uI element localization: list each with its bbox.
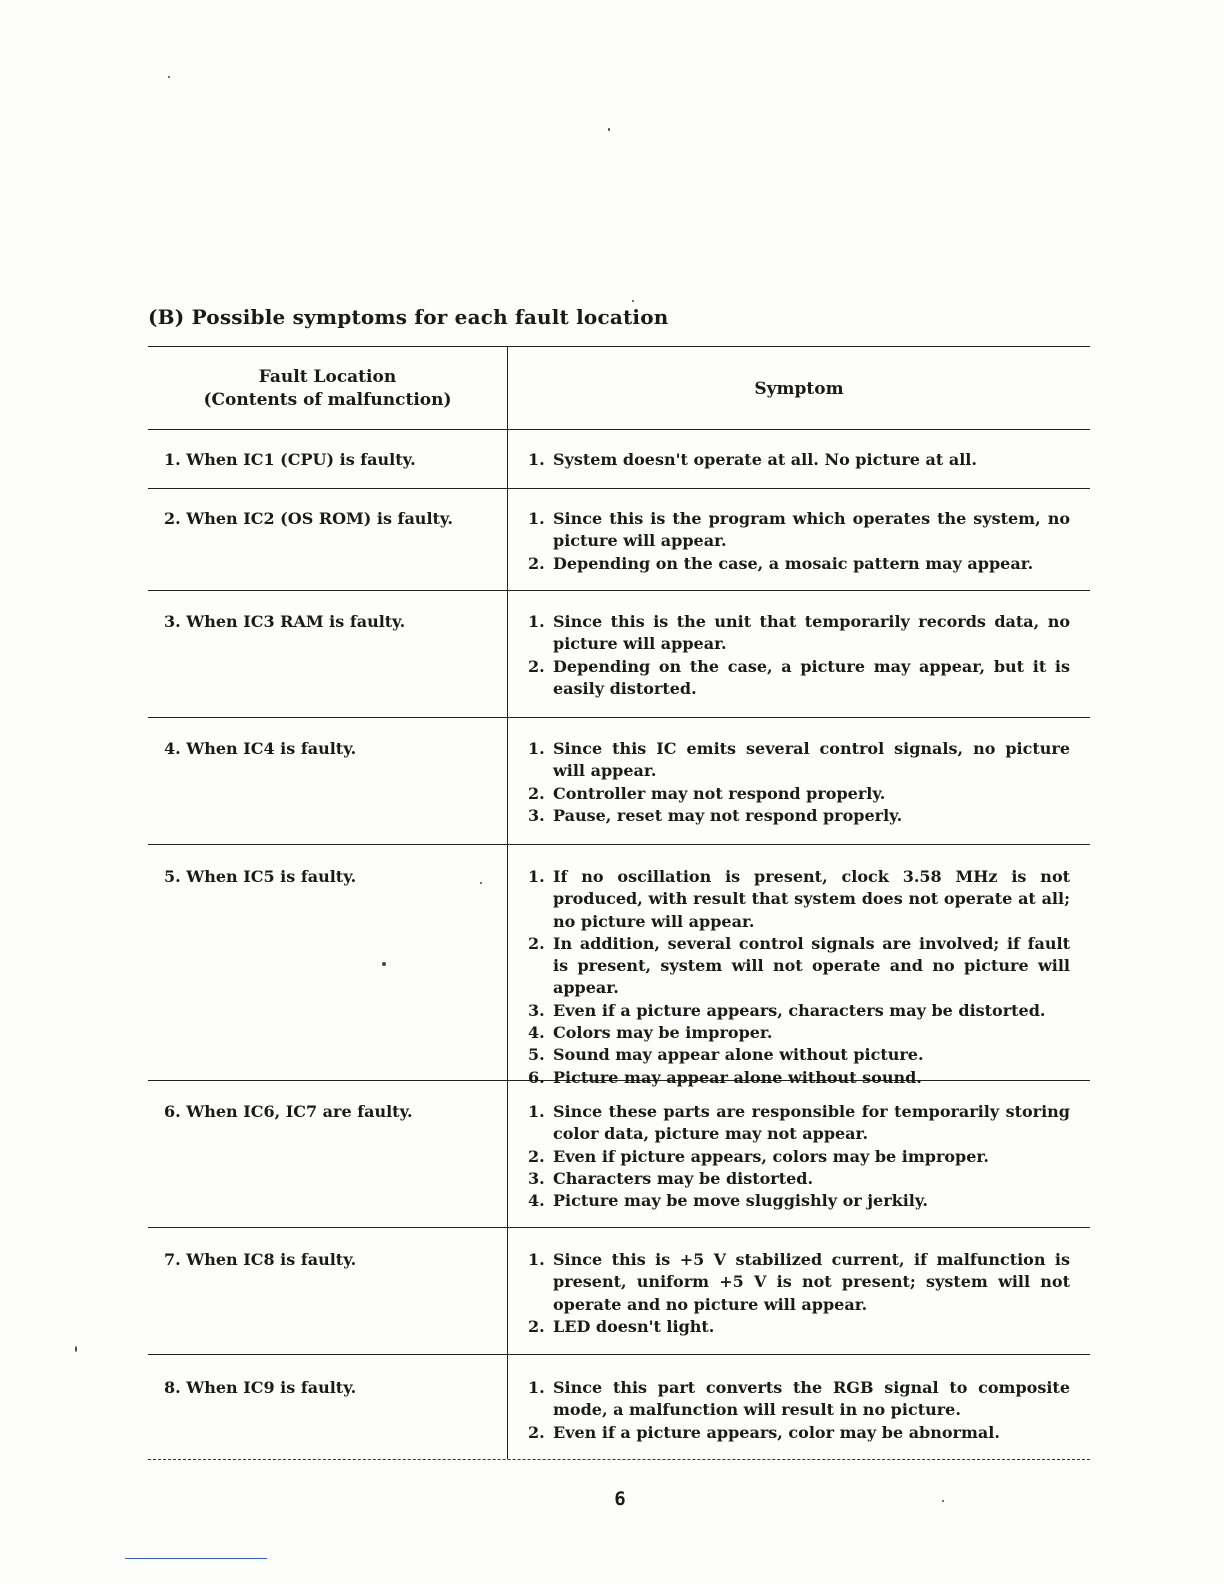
symptom-number: 3. bbox=[528, 1168, 545, 1188]
scan-speck bbox=[168, 76, 170, 78]
fault-location-1: 1. When IC1 (CPU) is faulty. bbox=[164, 450, 416, 469]
symptom-text: Since this part converts the RGB signal to composite mode, a malfunction will result in no picture. bbox=[553, 1378, 1070, 1420]
symptom-item bbox=[528, 866, 1070, 933]
symptom-header: Symptom bbox=[754, 379, 844, 399]
symptom-list-2 bbox=[528, 508, 1070, 575]
symptom-text: Even if picture appears, colors may be improper. bbox=[553, 1146, 989, 1166]
symptom-item bbox=[528, 805, 1070, 827]
symptom-number: 4. bbox=[528, 1023, 545, 1043]
symptom-number: 1. bbox=[528, 739, 545, 758]
symptom-item bbox=[528, 1190, 1070, 1212]
symptom-text: System doesn't operate at all. No picture at all. bbox=[553, 450, 977, 469]
symptom-text: Even if a picture appears, color may be abnormal. bbox=[553, 1422, 1000, 1442]
symptom-item bbox=[528, 1377, 1070, 1422]
row-divider bbox=[148, 717, 1090, 718]
symptom-list-4 bbox=[528, 738, 1070, 827]
symptom-item bbox=[528, 1022, 1070, 1044]
symptom-text: Depending on the case, a mosaic pattern may appear. bbox=[553, 553, 1034, 573]
symptom-item bbox=[528, 1422, 1070, 1444]
symptom-list-7 bbox=[528, 1249, 1070, 1338]
fault-location-7: 7. When IC8 is faulty. bbox=[164, 1250, 357, 1269]
symptom-number: 1. bbox=[528, 867, 545, 886]
fault-location-2: 2. When IC2 (OS ROM) is faulty. bbox=[164, 509, 453, 528]
symptom-item bbox=[528, 1249, 1070, 1316]
symptom-number: 2. bbox=[528, 656, 545, 676]
fault-location-3: 3. When IC3 RAM is faulty. bbox=[164, 612, 406, 631]
symptom-list-6 bbox=[528, 1101, 1070, 1212]
symptom-text: Since this is the program which operates the system, no picture will appear. bbox=[553, 509, 1070, 551]
symptom-item bbox=[528, 553, 1070, 575]
symptom-number: 4. bbox=[528, 1191, 545, 1211]
symptom-item bbox=[528, 1316, 1070, 1338]
symptom-text: LED doesn't light. bbox=[553, 1316, 715, 1336]
fault-location-header-line2: (Contents of malfunction) bbox=[203, 390, 452, 410]
fault-location-header bbox=[148, 366, 507, 412]
symptom-text: Controller may not respond properly. bbox=[553, 783, 886, 803]
symptom-item bbox=[528, 1168, 1070, 1190]
symptom-number: 2. bbox=[528, 1316, 545, 1336]
fault-location-5: 5. When IC5 is faulty. bbox=[164, 867, 357, 886]
scan-speck bbox=[480, 882, 482, 884]
symptom-text: Since this is +5 V stabilized current, if malfunction is present, uniform +5 V is not present; system will not operate and no picture will appear. bbox=[553, 1250, 1070, 1314]
symptom-item bbox=[528, 508, 1070, 553]
row-divider bbox=[148, 488, 1090, 489]
symptom-item bbox=[528, 449, 1070, 471]
footer-underline bbox=[125, 1558, 267, 1559]
header-bottom-rule bbox=[148, 429, 1090, 430]
symptom-list-5 bbox=[528, 866, 1070, 1089]
fault-location-8: 8. When IC9 is faulty. bbox=[164, 1378, 357, 1397]
symptom-number: 3. bbox=[528, 805, 545, 825]
symptom-text: If no oscillation is present, clock 3.58 MHz is not produced, with result that system does not operate at all; no picture will appear. bbox=[553, 867, 1070, 931]
symptom-number: 1. bbox=[528, 509, 545, 528]
row-divider bbox=[148, 1354, 1090, 1355]
symptom-text: Colors may be improper. bbox=[553, 1023, 773, 1043]
section-title: (B) Possible symptoms for each fault location bbox=[148, 305, 669, 329]
symptom-item bbox=[528, 738, 1070, 783]
symptom-number: 2. bbox=[528, 553, 545, 573]
symptom-number: 1. bbox=[528, 1378, 545, 1397]
symptom-item bbox=[528, 1146, 1070, 1168]
symptom-number: 2. bbox=[528, 933, 545, 953]
symptom-item bbox=[528, 1000, 1070, 1022]
symptom-number: 5. bbox=[528, 1045, 545, 1065]
symptom-text: Sound may appear alone without picture. bbox=[553, 1045, 924, 1065]
symptom-text: Depending on the case, a picture may appear, but it is easily distorted. bbox=[553, 656, 1070, 698]
symptom-text: Pause, reset may not respond properly. bbox=[553, 805, 903, 825]
row-divider bbox=[148, 844, 1090, 845]
symptom-text: Since these parts are responsible for temporarily storing color data, picture may not appear. bbox=[553, 1102, 1070, 1144]
symptom-number: 3. bbox=[528, 1000, 545, 1020]
column-divider bbox=[507, 346, 508, 1459]
symptom-text: In addition, several control signals are involved; if fault is present, system will not operate and no picture will appear. bbox=[553, 933, 1070, 998]
symptom-item bbox=[528, 1067, 1070, 1089]
scan-speck bbox=[382, 962, 386, 966]
symptom-item bbox=[528, 1044, 1070, 1066]
symptom-number: 1. bbox=[528, 1102, 545, 1121]
table-bottom-rule bbox=[148, 1459, 1090, 1460]
symptom-number: 6. bbox=[528, 1067, 545, 1087]
symptom-text: Characters may be distorted. bbox=[553, 1168, 814, 1188]
symptom-number: 2. bbox=[528, 783, 545, 803]
symptom-text: Picture may be move sluggishly or jerkily. bbox=[553, 1191, 928, 1211]
symptom-text: Picture may appear alone without sound. bbox=[553, 1067, 922, 1087]
row-divider bbox=[148, 1227, 1090, 1228]
symptom-number: 1. bbox=[528, 450, 545, 469]
symptom-list-8 bbox=[528, 1377, 1070, 1444]
symptom-item bbox=[528, 783, 1070, 805]
symptom-text: Since this is the unit that temporarily records data, no picture will appear. bbox=[553, 612, 1070, 654]
scan-speck bbox=[632, 300, 634, 302]
row-divider bbox=[148, 590, 1090, 591]
fault-location-header-line1: Fault Location bbox=[258, 367, 397, 387]
symptom-number: 2. bbox=[528, 1422, 545, 1442]
symptom-item bbox=[528, 656, 1070, 701]
symptom-list-3 bbox=[528, 611, 1070, 700]
fault-location-4: 4. When IC4 is faulty. bbox=[164, 739, 357, 758]
fault-location-6: 6. When IC6, IC7 are faulty. bbox=[164, 1102, 413, 1121]
symptom-number: 2. bbox=[528, 1146, 545, 1166]
scan-speck bbox=[75, 1346, 77, 1352]
symptom-item bbox=[528, 933, 1070, 1000]
scan-speck bbox=[608, 128, 610, 131]
symptom-item bbox=[528, 1101, 1070, 1146]
symptom-item bbox=[528, 611, 1070, 656]
symptom-text: Since this IC emits several control signals, no picture will appear. bbox=[553, 739, 1070, 781]
symptom-list-1 bbox=[528, 449, 1070, 471]
symptom-number: 1. bbox=[528, 612, 545, 631]
scan-speck bbox=[942, 1500, 944, 1502]
symptom-number: 1. bbox=[528, 1250, 545, 1269]
symptom-text: Even if a picture appears, characters may be distorted. bbox=[553, 1000, 1046, 1020]
table-top-rule bbox=[148, 346, 1090, 347]
page-number: 6 bbox=[614, 1488, 626, 1510]
